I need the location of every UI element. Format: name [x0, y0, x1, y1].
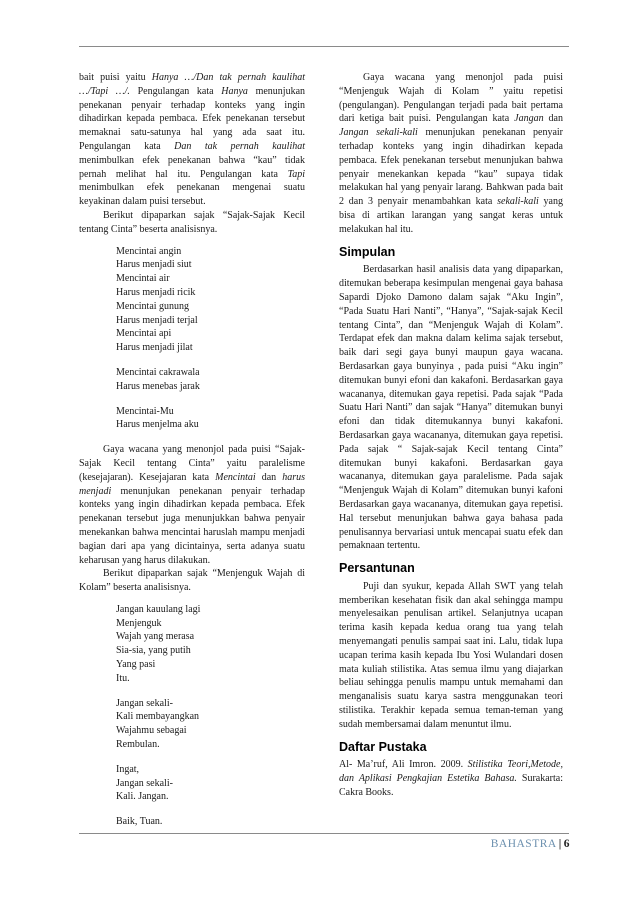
header-rule: [79, 46, 569, 47]
page-number: 6: [563, 838, 570, 850]
poem-line: Mencintai-Mu: [116, 405, 174, 417]
poem-line: Menjenguk: [116, 617, 162, 629]
footer-rule: [79, 833, 569, 834]
text-run: Gaya wacana yang menonjol pada puisi “Sajak-Sajak Kecil tentang Cinta” yaitu paralelisme (kesejajaran). Kesejajaran kata: [79, 444, 305, 483]
poem-stanza: [116, 763, 305, 804]
text-run: menunjukan penekanan penyair terhadap konteks yang ingin dihadirkan kepada pembaca. Efek penekanan tersebut juga menunjukkan bahwa penyair menekankan bahwa mencintai haruslah mampu menjadi bagian dari apa yang dicintainya, serta adanya suatu keharusan yang harus dilakukan.: [79, 485, 305, 566]
poem-menjenguk-wajah: [116, 603, 305, 829]
poem-line: Mencintai cakrawala: [116, 366, 200, 378]
right-column: [339, 71, 563, 800]
poem-line: Harus menjelma aku: [116, 419, 199, 431]
italic-run: Tapi: [287, 168, 305, 180]
italic-run: Hanya: [221, 85, 248, 97]
text-run: yang bisa di artikan larangan yang sangat keras untuk melakukan hal itu.: [339, 196, 563, 235]
poem-line: Mencintai gunung: [116, 300, 190, 312]
text-run: menunjukan penekanan penyair terhadap konteks yang ingin dihadirkan kepada pembaca. Efek penekanan tersebut menunjukan bahwa penyair menekankan kepada “kau” supaya tidak melakukan hal yang penyair larang. Bahkwan pada bait 2 dan 3 penyair menambahkan kata: [339, 127, 563, 208]
left-paragraph-menjenguk-intro: Berikut dipaparkan sajak “Menjenguk Wajah di Kolam” beserta analisisnya.: [79, 568, 305, 594]
poem-line: Harus menjadi jilat: [116, 342, 193, 354]
text-run: menimbulkan efek penekanan mengenai suatu keyakinan dalam puisi tersebut.: [79, 182, 305, 208]
italic-run: Dan tak pernah kaulihat: [174, 140, 305, 152]
footer-separator: |: [558, 838, 562, 850]
poem-line: Sia-sia, yang putih: [116, 645, 191, 657]
poem-line: Yang pasi: [116, 659, 156, 671]
poem-line: Baik, Tuan.: [116, 816, 163, 828]
text-run: Al- Ma’ruf, Ali Imron. 2009.: [339, 759, 468, 771]
page-footer: [470, 838, 570, 850]
left-column: [79, 71, 305, 840]
poem-line: Rembulan.: [116, 739, 160, 751]
poem-line: Harus menjadi ricik: [116, 286, 196, 298]
right-paragraph-repetisi: [339, 71, 563, 237]
poem-line: Kali membayangkan: [116, 711, 200, 723]
left-paragraph-hanya-analysis: [79, 71, 305, 209]
poem-line: Wajah yang merasa: [116, 631, 195, 643]
poem-sajak-sajak-kecil: [116, 245, 305, 433]
italic-run: Stilistika Teori,Metode, dan Aplikasi Pengkajian Estetika Bahasa.: [339, 759, 563, 785]
left-paragraph-paralelisme: [79, 443, 305, 567]
poem-line: Harus menjadi siut: [116, 259, 192, 271]
italic-run: harus menjadi: [79, 471, 305, 497]
text-run: Pengulangan kata: [129, 85, 222, 97]
left-paragraph-sajak-intro: Berikut dipaparkan sajak “Sajak-Sajak Kecil tentang Cinta” beserta analisisnya.: [79, 209, 305, 235]
text-run: dan: [543, 113, 563, 125]
italic-run: Hanya …/Dan tak pernah kaulihat …/Tapi …/.: [79, 72, 305, 97]
text-run: menunjukan penekanan penyair terhadap konteks yang ingin dihadirkan kepada pembaca. Efek penekanan tersebut memaknai satu-satunya hal yang ada saat itu. Pengulangan kata: [79, 85, 306, 152]
daftar-pustaka-heading: Daftar Pustaka: [339, 739, 427, 754]
poem-line: Itu.: [116, 672, 130, 684]
poem-line: Jangan sekali-: [116, 777, 173, 789]
journal-name: BAHASTRA: [490, 838, 557, 850]
poem-stanza: [116, 697, 305, 752]
italic-run: Mencintai: [215, 471, 256, 483]
poem-stanza: [116, 366, 305, 394]
poem-line: Kali. Jangan.: [116, 791, 169, 803]
poem-stanza: [116, 245, 305, 355]
text-run: Surakarta: Cakra Books.: [339, 773, 563, 799]
text-run: menimbulkan efek penekanan bahwa “kau” tidak pernah melihat hal itu. Pengulangan kata: [79, 154, 305, 180]
poem-line: Jangan kauulang lagi: [116, 603, 201, 615]
poem-line: Ingat,: [116, 763, 140, 775]
text-run: bait puisi yaitu: [79, 72, 152, 83]
reference-entry: [339, 758, 563, 799]
poem-line: Harus menjadi terjal: [116, 314, 198, 326]
persantunan-heading: Persantunan: [339, 561, 415, 576]
italic-run: Jangan: [514, 113, 544, 125]
poem-line: Wajahmu sebagai: [116, 725, 187, 737]
text-run: dan: [255, 471, 283, 483]
italic-run: sekali-kali: [497, 196, 539, 208]
poem-stanza: [116, 815, 305, 829]
text-run: Gaya wacana yang menonjol pada puisi “Menjenguk Wajah di Kolam ” yaitu repetisi (pengulangan). Pengulangan terjadi pada bait pertama dari ketiga bait puisi. Pengulangan kata: [339, 72, 563, 125]
poem-stanza: [116, 405, 305, 433]
poem-line: Mencintai api: [116, 328, 172, 340]
italic-run: Jangan sekali-kali: [339, 127, 418, 139]
poem-line: Harus menebas jarak: [116, 380, 200, 392]
poem-line: Jangan sekali-: [116, 697, 173, 709]
poem-line: Mencintai air: [116, 273, 170, 285]
persantunan-paragraph: Puji dan syukur, kepada Allah SWT yang telah memberikan kesehatan fisik dan akal sehingga mampu menyelesaikan penulisan artikel. Selanjutnya ucapan terima kasih kepada kedua orang tua yang telah menyemangati penulis sampai saat ini. Lalu, tidak lupa ucapan terima kasih kepada Ibu Yosi Wulandari dosen mata kuliah stilistika. Atas semua ilmu yang diajarkan beliau sehingga penulis mampu untuk memahami dan menganalisis suatu karya sastra menggunakan teori stilistika. Terakhir kepada semua teman-teman yang sudah membersamai dalam menuntut ilmu.: [339, 580, 563, 730]
simpulan-paragraph: Berdasarkan hasil analisis data yang dipaparkan, ditemukan beberapa kesimpulan mengenai gaya bahasa Sapardi Djoko Damono dalam sajak “Aku Ingin”, “Pada Suatu Hari Nanti”, “Hanya”, “Sajak-sajak Kecil tentang Cinta”, dan “Menjenguk Wajah di Kolam”. Terdapat efek dan makna dalam kelima sajak tersebut, baik dari segi gaya bunyi maupun gaya wacana. Berdasarkan gaya bunyinya , pada puisi “Aku ingin” ditemukan bunyi efoni dan kakafoni. Berdasarkan gaya wacananya, ditemukan gaya repetisi. Pada sajak “Pada Suatu Hari Nanti” dan sajak “Hanya” ditemukan bunyi efoni dan tidak ditemukannya bunyi kakafoni. Berdasarkan gaya wacananya, ditemukan gaya repetisi. Pada sajak “ Sajak-sajak Kecil tentang Cinta” ditemukan bunyi kakafoni. Berdasarkan gaya wacananya, ditemukan gaya paralelisme. Pada sajak “Menjenguk Wajah di Kolam” ditemukan bunyi kafoni Berdasarkan gaya wacananya, ditemukan gaya repetisi. Hal tersebut menunjukan bahwa gaya bahasa pada penulisannya bervariasi untuk mencapai suatu efek dan pemaknaan tertentu.: [339, 264, 563, 552]
simpulan-heading: Simpulan: [339, 244, 396, 259]
poem-line: Mencintai angin: [116, 245, 182, 257]
poem-stanza: [116, 603, 305, 686]
